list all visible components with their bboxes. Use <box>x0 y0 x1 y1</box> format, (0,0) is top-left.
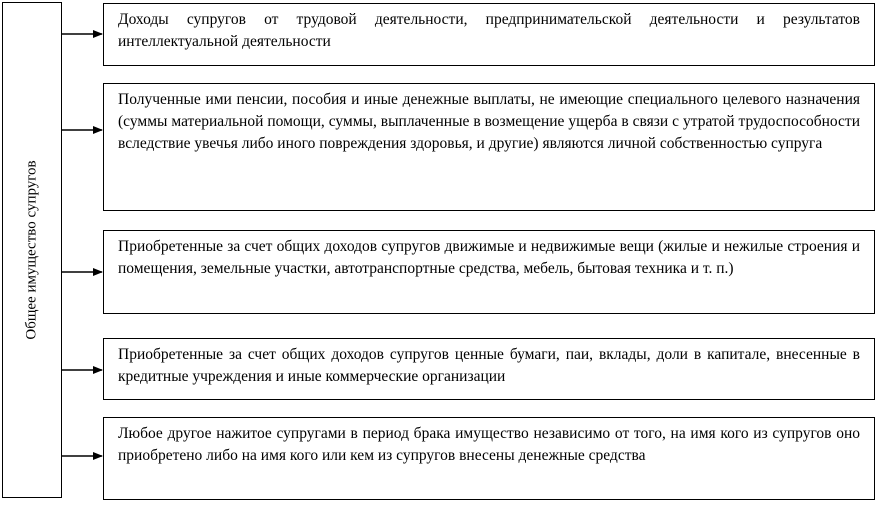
item-box-5 <box>103 417 875 500</box>
item-text-5: Любое другое нажитое супругами в период брака имущество независимо от того, на имя кого из супругов оно приобретено либо на имя кого или кем из супругов внесены денежные средства <box>118 425 860 464</box>
item-box-1 <box>103 3 875 66</box>
root-label: Общее имущество супругов <box>23 160 40 340</box>
item-text-2: Полученные ими пенсии, пособия и иные денежные выплаты, не имеющие специального целевого назначения (суммы материальной помощи, суммы, выплаченные в возмещение ущерба в связи с утратой трудоспособности вследствие увечья либо иного повреждения здоровья, и другие) являются личной собственностью супруга <box>118 91 860 152</box>
item-text-3: Приобретенные за счет общих доходов супругов движимые и недвижимые вещи (жилые и нежилые строения и помещения, земельные участки, автотранспортные средства, мебель, бытовая техника и т. п.) <box>118 238 860 277</box>
item-box-2 <box>103 83 875 211</box>
item-text-1: Доходы супругов от трудовой деятельности, предпринимательской деятельности и результатов интеллектуальной деятельности <box>118 11 860 50</box>
item-box-3 <box>103 230 875 314</box>
item-box-4 <box>103 338 875 400</box>
item-text-4: Приобретенные за счет общих доходов супругов ценные бумаги, паи, вклады, доли в капитале, внесенные в кредитные учреждения и иные коммерческие организации <box>118 346 860 385</box>
